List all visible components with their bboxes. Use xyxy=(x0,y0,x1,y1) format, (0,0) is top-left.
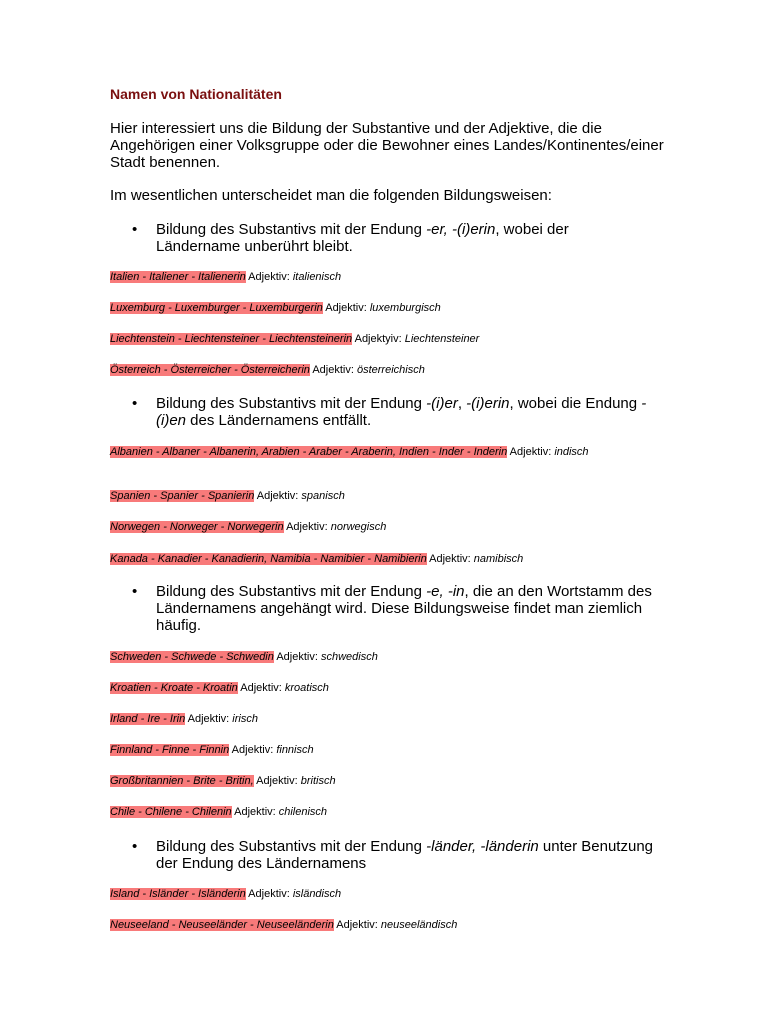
example-line: Liechtenstein - Liechtensteiner - Liechtensteinerin Adjektyiv: Liechtensteiner xyxy=(110,333,480,345)
example-line: Luxemburg - Luxemburger - Luxemburgerin Adjektiv: luxemburgisch xyxy=(110,302,441,314)
bullet-dot-icon: • xyxy=(132,221,138,238)
bullet-text: Bildung des Substantivs mit der Endung -(i)er, -(i)erin, wobei die Endung -(i)en des Ländernamens entfällt. xyxy=(156,395,647,429)
bullet-item xyxy=(134,395,654,429)
bullet-text: Bildung des Substantivs mit der Endung -länder, -länderin unter Benutzung der Endung des Ländernamens xyxy=(156,838,654,872)
lead-paragraph: Im wesentlichen unterscheidet man die folgenden Bildungsweisen: xyxy=(110,187,552,204)
example-line: Spanien - Spanier - Spanierin Adjektiv: spanisch xyxy=(110,490,345,502)
bullet-dot-icon: • xyxy=(132,395,138,412)
example-line: Irland - Ire - Irin Adjektiv: irisch xyxy=(110,713,258,725)
example-line: Chile - Chilene - Chilenin Adjektiv: chilenisch xyxy=(110,806,328,818)
intro-paragraph: Hier interessiert uns die Bildung der Substantive und der Adjektive, die die Angehörigen einer Volksgruppe oder die Bewohner eines Landes/Kontinentes/einer Stadt benennen. xyxy=(110,120,664,171)
bullet-text: Bildung des Substantivs mit der Endung -er, -(i)erin, wobei der Ländername unberührt bleibt. xyxy=(156,221,569,255)
example-line: Österreich - Österreicher - Österreicherin Adjektiv: österreichisch xyxy=(110,364,425,376)
example-line: Albanien - Albaner - Albanerin, Arabien - Araber - Araberin, Indien - Inder - Inderin Adjektiv: indisch xyxy=(110,446,589,458)
example-line: Finnland - Finne - Finnin Adjektiv: finnisch xyxy=(110,744,314,756)
bullet-dot-icon: • xyxy=(132,583,138,600)
bullet-text: Bildung des Substantivs mit der Endung -e, -in, die an den Wortstamm des Ländernamens angehängt wird. Diese Bildungsweise findet man ziemlich häufig. xyxy=(156,583,652,634)
example-line: Kroatien - Kroate - Kroatin Adjektiv: kroatisch xyxy=(110,682,329,694)
example-line: Großbritannien - Brite - Britin, Adjektiv: britisch xyxy=(110,775,336,787)
example-line: Neuseeland - Neuseeländer - Neuseeländerin Adjektiv: neuseeländisch xyxy=(110,919,458,931)
example-line: Kanada - Kanadier - Kanadierin, Namibia - Namibier - Namibierin Adjektiv: namibisch xyxy=(110,553,524,565)
page-title: Namen von Nationalitäten xyxy=(110,86,282,102)
example-line: Norwegen - Norweger - Norwegerin Adjektiv: norwegisch xyxy=(110,521,387,533)
bullet-item xyxy=(134,221,654,255)
example-line: Island - Isländer - Isländerin Adjektiv: isländisch xyxy=(110,888,342,900)
bullet-dot-icon: • xyxy=(132,838,138,855)
example-line: Italien - Italiener - Italienerin Adjektiv: italienisch xyxy=(110,271,342,283)
bullet-item xyxy=(134,583,654,634)
example-line: Schweden - Schwede - Schwedin Adjektiv: schwedisch xyxy=(110,651,378,663)
bullet-item xyxy=(134,838,654,872)
